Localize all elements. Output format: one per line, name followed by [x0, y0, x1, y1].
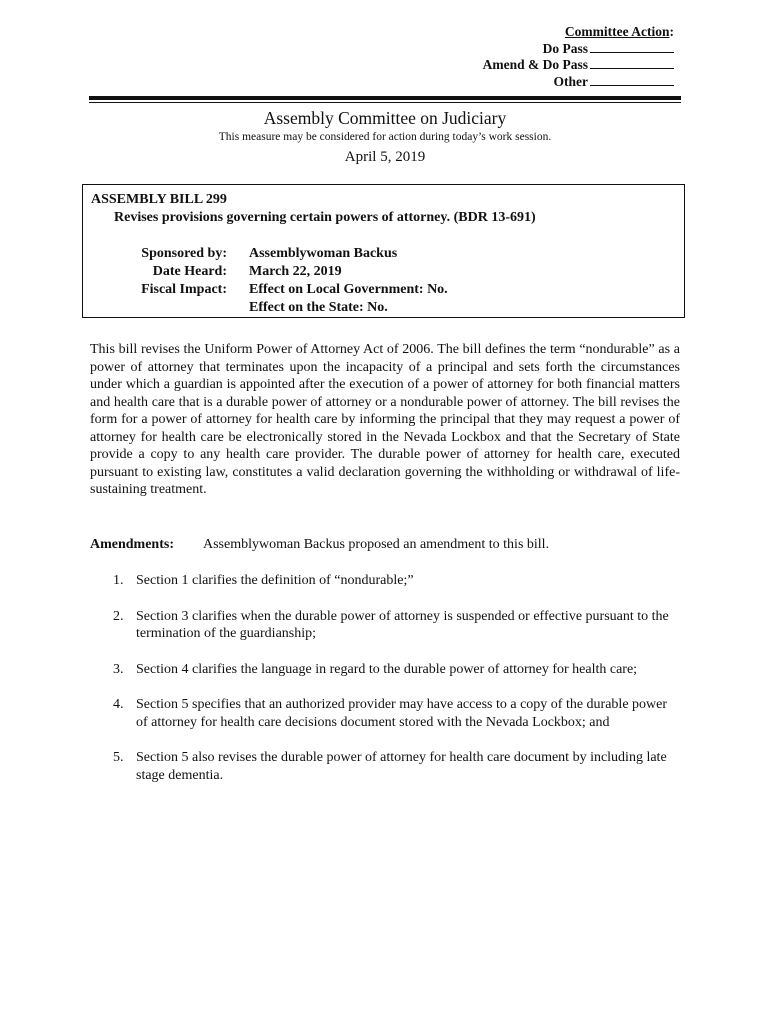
- sponsored-label: Sponsored by:: [141, 246, 227, 261]
- date-heard-value: March 22, 2019: [249, 264, 342, 279]
- sponsor-value: Assemblywoman Backus: [249, 246, 398, 261]
- bill-number: ASSEMBLY BILL 299: [91, 192, 227, 207]
- date-heard-label: Date Heard:: [152, 264, 227, 279]
- amendments-line: [90, 537, 549, 553]
- header-divider-thin: [89, 102, 681, 103]
- action-option-other: Other: [483, 74, 674, 91]
- bill-description: Revises provisions governing certain powers of attorney. (BDR 13-691): [114, 210, 536, 225]
- fiscal-local-value: Effect on Local Government: No.: [249, 282, 448, 297]
- header-divider-thick: [89, 96, 681, 100]
- list-item: 2. Section 3 clarifies when the durable power of attorney is suspended or effective pursuant to the termination of the guardianship;: [113, 608, 669, 641]
- work-session-note: This measure may be considered for action during today’s work session.: [218, 131, 552, 143]
- bill-field-values: [249, 245, 448, 317]
- committee-title: Assembly Committee on Judiciary: [263, 108, 507, 128]
- committee-action-block: [483, 24, 674, 90]
- action-option-do-pass: Do Pass: [483, 41, 674, 58]
- bill-summary: This bill revises the Uniform Power of Attorney Act of 2006. The bill defines the term “nondurable” as a power of attorney that terminates upon the incapacity of a principal and sets forth the circumstances under which a guardian is appointed after the execution of a power of attorney for both financial matters and health care that is a durable power of attorney or a nondurable power of attorney. The bill revises the form for a power of attorney for health care by informing the principal that they may request a power of attorney for health care be electronically stored in the Nevada Lockbox and that the Secretary of State provide a copy to any health care provider. The durable power of attorney for health care, executed pursuant to existing law, constitutes a valid declaration governing the withholding or withdrawal of life-sustaining treatment.: [90, 342, 680, 497]
- fiscal-state-value: Effect on the State: No.: [249, 300, 388, 315]
- meeting-date: April 5, 2019: [344, 149, 426, 165]
- action-option-amend-do-pass: Amend & Do Pass: [483, 57, 674, 74]
- bill-info-box: [82, 184, 685, 318]
- list-item: 4. Section 5 specifies that an authorized provider may have access to a copy of the durable power of attorney for health care decisions document stored with the Nevada Lockbox; and: [113, 697, 668, 730]
- list-item: 5. Section 5 also revises the durable power of attorney for health care document by including late stage dementia.: [113, 750, 667, 783]
- list-item: 3. Section 4 clarifies the language in regard to the durable power of attorney for health care;: [113, 661, 638, 677]
- amendments-label: Amendments:: [90, 537, 174, 552]
- amendments-intro: Assemblywoman Backus proposed an amendment to this bill.: [203, 537, 550, 552]
- bill-field-labels: [141, 245, 227, 299]
- fiscal-impact-label: Fiscal Impact:: [141, 282, 227, 297]
- list-item: 1. Section 1 clarifies the definition of “nondurable;”: [113, 573, 414, 588]
- committee-action-heading: Committee Action:: [564, 24, 674, 39]
- amendments-list: [113, 572, 680, 802]
